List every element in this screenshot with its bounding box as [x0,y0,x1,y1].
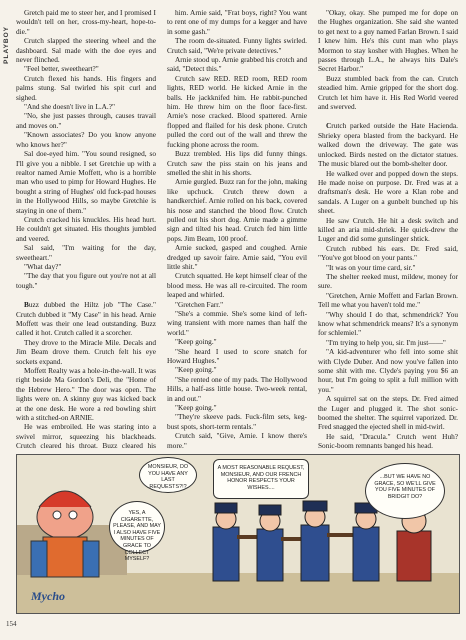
paragraph: Crutch squatted. He kept himself clear of the blood mess. He was all re-circuited. The room leaped and whirled. [167,271,307,300]
paragraph: "Keep going." [175,365,217,375]
paragraph: "They're skeeve pads. Fuck-film sets, keg-bust spots, short-term rentals." [167,412,307,431]
paragraph: "Feel better, sweetheart?" [24,64,99,74]
paragraph: "Known associates? Do you know anyone who knows her?" [16,130,156,149]
paragraph: Arnie gurgled. Buzz ran for the john, making like upchuck. Crutch threw down a handkerchief. Arnie rolled on his back, covered his nose and stanched the blood flow. Crutch pulled out his short dog. Arnie made a gimme sign and tilted his head. Crutch fed him little pops. Jim Beam, 100 proof. [167,177,307,243]
speech-bubble-3: A MOST REASONABLE REQUEST, MONSIEUR, AND OUR FRENCH HONOR RESPECTS YOUR WISHES.... [213,459,309,499]
paragraph: "And she doesn't live in L.A.?" [24,102,115,112]
paragraph: "Keep going." [175,337,217,347]
paragraph: Gretch paid me to steer her, and I promised I wouldn't tell on her, cross-my-heart, hope-to-die." [16,8,156,36]
page-number: 154 [6,620,17,628]
speech-bubble-4: ...BUT WE HAVE NO GRACE, SO WE'LL GIVE YOU FIVE MINUTES OF BRIDGIT DO? [365,463,445,519]
paragraph: He walked over and popped down the steps. He made noise on purpose. Dr. Fred was at a draftsman's desk. He wore a Klan robe and sandals. A Luger on a gunbelt bunched up his sheet. [318,168,458,216]
paragraph: Buzz dubbed the Hiltz job "The Case." Crutch dubbed it "My Case" in his head. Arnie Moffett was their one lead outstanding. Buzz called it hot. Crutch called it a scorcher. [16,300,156,338]
paragraph: The shelter reeked must, mildew, money for sure. [318,271,458,291]
paragraph: Crutch saw RED. RED room, RED room lights, RED world. He kicked Arnie in the balls. He jackknifed him. He rabbit-punched him. He threw him on the floor face-first. Arnie's nose cracked. Blood spattered. Arnie flopped and flailed for his desk phone. Crutch pulled the cord out of the wall and threw the fucking phone across the room. [167,73,307,149]
paragraph: Crutch slapped the steering wheel and the dashboard. Sal made with the doe eyes and never flinched. [16,36,156,65]
paragraph: He saw Crutch. He hit a desk switch and killed an aria mid-shriek. He quick-drew the Luger and did some gunslinger shtick. [318,215,458,244]
paragraph: Crutch said, "Give, Arnie. I know there's more." [167,431,307,450]
paragraph: Crutch cracked his knuckles. His head hurt. He couldn't get situated. His thoughts jumbled and veered. [16,214,156,243]
paragraph: "Why should I do that, schmendrick? You know what schmendrick means? It's a synonym for schlemiel." [318,309,458,338]
paragraph: "Keep going." [175,403,217,413]
paragraph: Buzz stumbled back from the can. Crutch steadied him. Arnie gripped for the short dog. Crutch let him have it. His Red World veered and swerved. [318,73,458,112]
paragraph [318,451,458,452]
text-column-2 [167,8,307,452]
paragraph: "Gretchen, Arnie Moffett and Farlan Brown. Tell me what you haven't told me." [318,290,458,310]
paragraph: "A kid-adventurer who fell into some shit with Clyde Duber. And now you've fallen into some shit with me. Clyde's paying you $6 an hour, but I'm going to split a full million with you." [318,347,458,394]
paragraph: "It was on your time card, sir." [326,262,416,272]
paragraph: A squirrel sat on the steps. Dr. Fred aimed the Luger and plugged it. The shot sonic-boomed the shelter. The squirrel vaporized. Dr. Fred snagged the ejected shell in mid-twirl. [318,394,458,432]
article-body [16,8,458,452]
speech-bubble-2: YES, A CIGARETTE, PLEASE, AND MAY I ALSO HAVE FIVE MINUTES OF GRACE TO COLLECT MYSELF? [109,501,165,553]
side-running-head: PLAYBOY [3,26,10,64]
paragraph: "The day that you figure out you're not at all tough." [16,271,156,290]
cartoon-panel [16,454,460,614]
paragraph: Crutch parked outside the Hate Hacienda. Shrieky opera blasted from the backyard. He walked down the driveway. The gate was unlocked. Birds nested on the dictator statues. The music blared out the bomb-shelter door. [318,121,458,169]
paragraph: He said, "Dracula." Crutch went Huh? Sonic-boom remnants banged his head. [318,431,458,451]
paragraph: Crutch flexed his hands. His fingers and palms stung. Sal twirled his spit curl and sighed. [16,73,156,102]
paragraph: him. Arnie said, "Frat boys, right? You want to rent one of my dumps for a kegger and have in some gash." [167,8,307,36]
paragraph: "She rented one of my pads. The Hollywood Hills, a half-ass little house. Two-week rental, in and out." [167,374,307,403]
paragraph: Moffett Realty was a hole-in-the-wall. It was right beside Ma Gordon's Deli, the "Home of the Hebrew Hero." The door was open. The lights were on. A skinny guy was kicked back at the one desk. He wore a red bowling shirt with a stitched-on ARNIE. [16,366,156,423]
paragraph: "No, she just passes through, causes travail and moves on." [16,111,156,130]
paragraph: "What day?" [24,261,62,271]
paragraph: Buzz trembled. His lips did funny things. Crutch saw the piss stain on his jeans and smelled the shit in his shorts. [167,149,307,177]
text-column-1 [16,8,156,452]
paragraph: "I'm trying to help you, sir. I'm just——" [326,337,446,347]
paragraph: They drove to the Miracle Mile. Decals and Jim Beam drove them. Crutch felt his eye sockets expand. [16,337,156,366]
paragraph: "She heard I used to score snatch for Howard Hughes." [167,346,307,366]
speech-bubble-1: MONSIEUR, DO YOU HAVE ANY LAST REQUESTS?!? [139,457,197,493]
text-column-3 [318,8,458,452]
paragraph: "Gretchen Farr." [175,299,224,309]
paragraph: Arnie stood up. Arnie grabbed his crotch and said, "Detect this." [167,55,307,74]
paragraph: "Okay, okay. She pumped me for dope on the Hughes organization. She said she wanted to get next to a guy named Farlan Brown. I said I knew him. He's this cunt man who plays Mormon to stay kosher with Hughes. When he passes through L.A., he always hits Dale's Secret Harbor." [318,8,458,74]
paragraph: Arnie sucked, gasped and coughed. Arnie dredged up savoir faire. Arnie said, "You evil little shit." [167,243,307,271]
paragraph: "She's a commie. She's some kind of left-wing transient with more names than half the world." [167,309,307,337]
paragraph: Sal doe-eyed him. "You sound resigned, so I'll give you a nibble. I set Gretchie up with a realtor named Arnie Moffett, who is a horrible man who used to pimp for Howard Hughes. He bought a string of Hughes' old fuck-pad houses in the Hollywood Hills, so maybe Gretchie is staying in one of them." [16,149,156,215]
artist-signature: Mycho [31,589,65,603]
paragraph [167,450,307,452]
paragraph: He was embroiled. He was staring into a swivel mirror, squeezing his blackheads. Crutch cleared his throat. Buzz cleared his [16,422,156,451]
paragraph: The room de-situated. Funny lights swirled. Crutch said, "We're private detectives." [167,36,307,55]
paragraph: Crutch rubbed his ears. Dr. Fred said, "You've got blood on your pants." [318,243,458,263]
paragraph: Sal said, "I'm waiting for the day, sweetheart." [16,243,156,262]
